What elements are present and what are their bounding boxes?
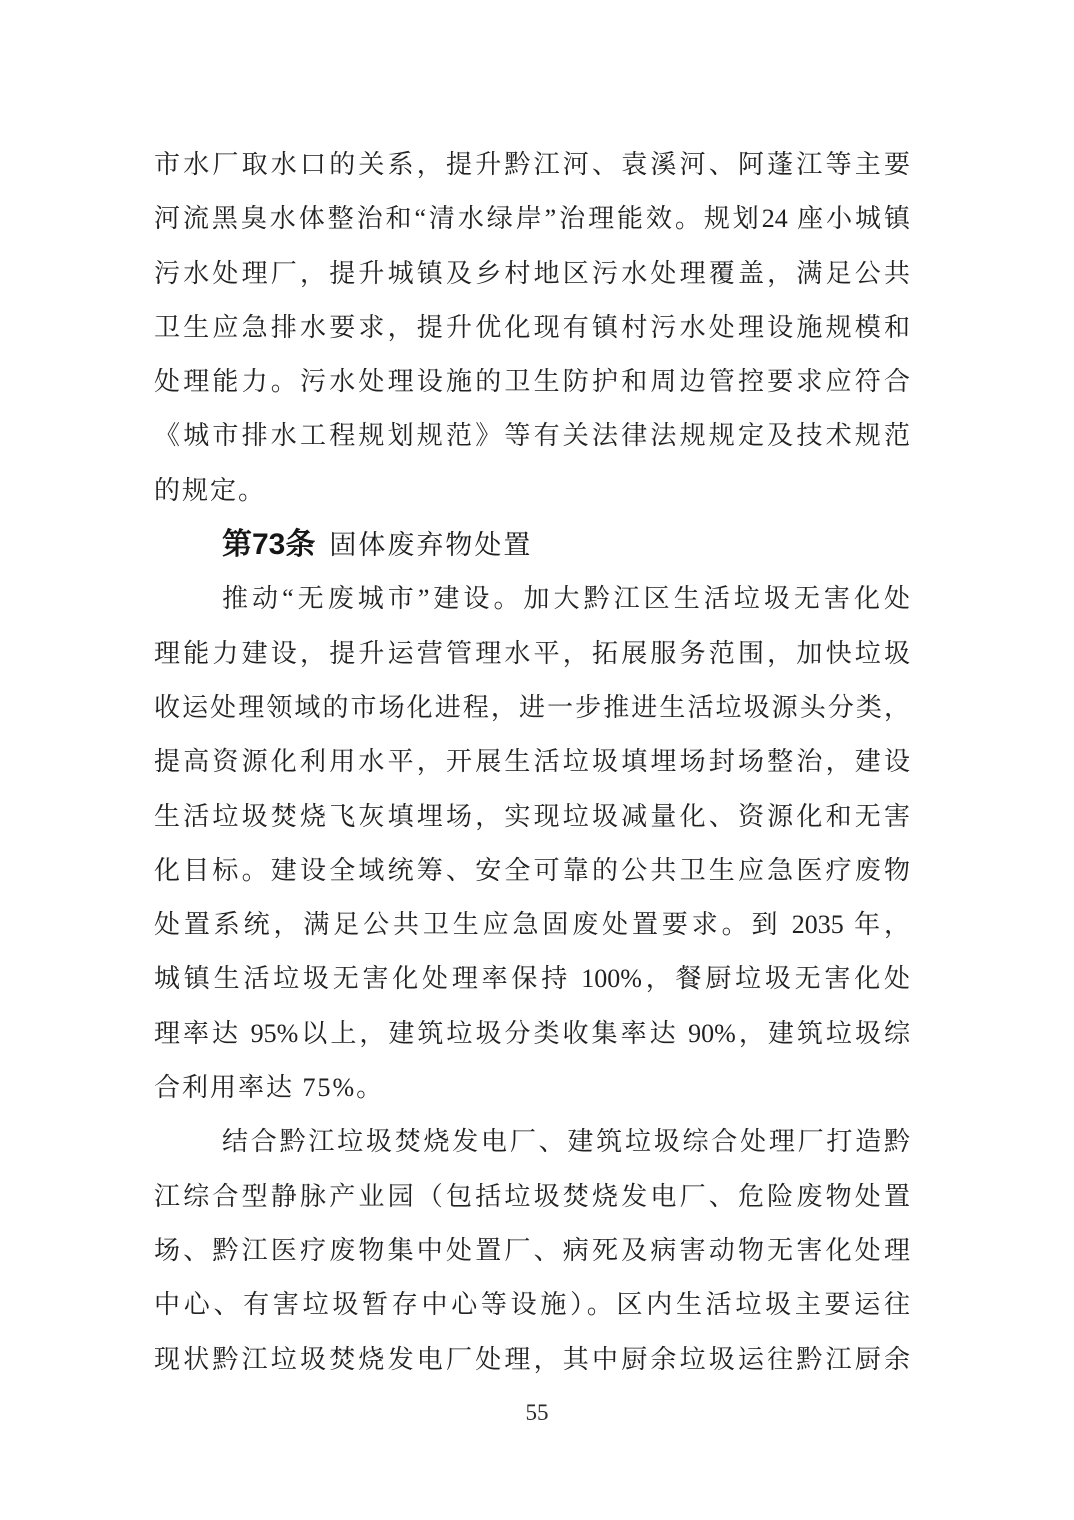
section-number: 第73条 [222,528,316,562]
text-line: 《城市排水工程规划规范》等有关法律法规规定及技术规范 [154,421,910,451]
text-line: 合利用率达 75%。 [154,1073,385,1103]
paragraph-solid-waste [154,572,910,1115]
text-line: 收运处理领域的市场化进程，进一步推进生活垃圾源头分类， [154,692,910,722]
text-line: 结合黔江垃圾焚烧发电厂、建筑垃圾综合处理厂打造黔 [222,1127,910,1157]
text-line: 现状黔江垃圾焚烧发电厂处理，其中厨余垃圾运往黔江厨余 [154,1344,910,1374]
text-line: 理率达 95%以上，建筑垃圾分类收集率达 90%，建筑垃圾综 [154,1018,910,1048]
text-line: 处置系统，满足公共卫生应急固废处置要求。到 2035 年， [154,910,910,940]
text-line: 场、黔江医疗废物集中处置厂、病死及病害动物无害化处理 [154,1235,910,1265]
text-line: 污水处理厂，提升城镇及乡村地区污水处理覆盖，满足公共 [154,258,910,288]
text-line: 的规定。 [154,475,267,505]
paragraph-sewage-continuation [154,138,910,518]
text-line: 推动“无废城市”建设。加大黔江区生活垃圾无害化处 [222,584,910,614]
text-line: 河流黑臭水体整治和“清水绿岸”治理能效。规划24 座小城镇 [154,204,910,234]
text-line: 化目标。建设全域统筹、安全可靠的公共卫生应急医疗废物 [154,855,910,885]
paragraph-eco-industrial-park [154,1115,910,1386]
page-content [154,138,910,1387]
text-line: 市水厂取水口的关系，提升黔江河、袁溪河、阿蓬江等主要 [154,150,910,179]
text-line: 江综合型静脉产业园（包括垃圾焚烧发电厂、危险废物处置 [154,1181,910,1211]
page-number: 55 [525,1400,549,1425]
section-title: 固体废弃物处置 [329,530,533,561]
text-line: 提高资源化利用水平，开展生活垃圾填埋场封场整治，建设 [154,747,910,777]
text-line: 中心、有害垃圾暂存中心等设施）。区内生活垃圾主要运往 [154,1290,910,1320]
section-heading [222,518,910,572]
text-line: 处理能力。污水处理设施的卫生防护和周边管控要求应符合 [154,367,910,397]
text-line: 理能力建设，提升运营管理水平，拓展服务范围，加快垃圾 [154,638,910,668]
text-line: 卫生应急排水要求，提升优化现有镇村污水处理设施规模和 [154,312,910,342]
text-line: 生活垃圾焚烧飞灰填埋场，实现垃圾减量化、资源化和无害 [154,801,910,831]
text-line: 城镇生活垃圾无害化处理率保持 100%，餐厨垃圾无害化处 [154,964,910,994]
